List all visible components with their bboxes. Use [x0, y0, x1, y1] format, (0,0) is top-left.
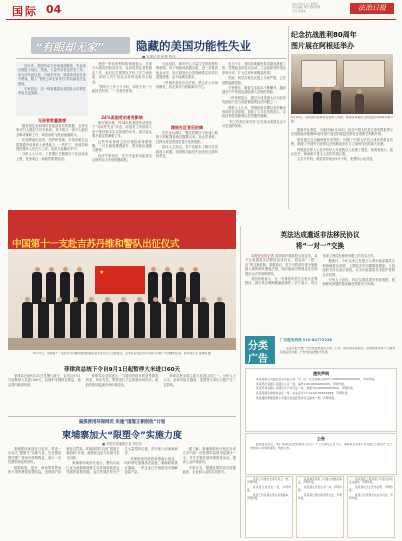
officer: [22, 302, 33, 338]
classified-intro: 法治日报分类广告刊登各类遗失声明、公告、债权债务等信息。请登报单位或个人携带有效证件办理，广告内容由登报方负责。: [280, 347, 395, 354]
notice-body: 某某有限公司遗失营业执照正本一份，统一社会信用代码91110000XXXXXXXXXX，声明作废。 某某科技有限公司遗失公章一枚，编号1101080XXXXXXX，声明作废。 某某贸易有限公司遗失开户许可证一份，核准号J1000XXXXXXXX，声明作废。 张某某遗失律师执业证一本，执业证号111012018XXXXXXX，声明作废。 某某餐饮管理有限公司遗失食品经营许可证副本一份，声明作废。: [256, 378, 377, 400]
photo-visitor: [331, 90, 341, 114]
lead-byline-text: 本报记者 张蕾 张伟: [146, 55, 176, 59]
right-story-photo: [291, 54, 393, 114]
right-story-title-2: 图片展在阿根廷举办: [291, 42, 354, 50]
officer: [70, 302, 81, 338]
right-story-body: 据新华社消息，当地时间8月28日，纪念中国人民抗日战争暨世界反法西斯战争胜利80周年图片展在阿根廷首都布宜诺斯艾利斯开幕。 展览通过百余幅珍贵历史图片，回顾了中国人民抗日战争的艰苦历程，展现了中国作为世界反法西斯战争东方主战场作出的重大贡献。 阿根廷各界人士及华侨华人代表数百人参观了展览。参观者表示，铭记历史、珍爱和平是全人类的共同心愿。 主办方介绍，展览将持续至9月中旬，免费向公众开放。: [291, 128, 393, 162]
lead-byline: ■ 本报记者 张蕾 张伟: [142, 55, 176, 59]
notice2-title: 公告: [317, 436, 325, 441]
bottom-title: 柬埔寨加大“限塑令”实施力度: [62, 431, 182, 441]
officer: [214, 302, 225, 338]
classified-hotline: [280, 338, 395, 346]
column-divider: [240, 226, 241, 538]
masthead-logo: [350, 3, 394, 14]
header-date: 2023年9月1日 星期五: [292, 3, 319, 6]
officer: [46, 272, 56, 304]
lead-rule: [16, 58, 286, 59]
lead-subhead-3: 精致社区背后的痛: [171, 125, 203, 130]
officer: [190, 272, 200, 304]
bottom-kicker: 鼠疫使用环保网页 实施“国道王朝创收”计划: [78, 420, 166, 425]
page-header: [6, 0, 396, 20]
lead-subhead-1: 无房者数量激增: [38, 118, 66, 123]
classified-label-bottom: 广告: [248, 354, 268, 365]
brief-body: 菲律宾总统8月31日签署行政令，宣布自9月1日起暂停大米进口60天，以保护本国稻农利益、稳定国内粮食价格。 菲律宾农业部表示，当前国内稻米收获季即将到来，库存充足，暂停进口不会影响市场供应。政府将密切监测市场价格变化。 菲律宾是全球主要大米进口国之一。分析人士认为，此举可能对越南、泰国等大米出口国产生一定影响。: [8, 374, 236, 387]
classified-notice-box: [245, 368, 397, 432]
classified-label: [245, 336, 275, 364]
hotline-title: 广告服务热线: [280, 338, 302, 342]
section-name: 国际: [12, 5, 38, 18]
officer: [198, 302, 209, 338]
classified-cell: 某某建筑工程有限公司遗失资质证书副本，声明作废。 某某遗失出生医学证明，声明作废。 某某门诊部遗失执业许可证，声明作废。: [347, 476, 395, 538]
officer: [86, 302, 97, 338]
lead-subhead-2: 24%美国劳动者受影响: [101, 115, 143, 120]
section-divider: [8, 416, 236, 417]
officer: [54, 302, 65, 338]
photo-panel: [301, 60, 337, 88]
bottom-byline: ■ 本报驻柬埔寨记者 李宏伟: [101, 442, 143, 446]
officer: [134, 302, 145, 338]
mid-story-byline: 本报驻伦敦记者: [251, 254, 274, 258]
classified-label-top: 分类: [248, 341, 268, 352]
brief-title: 菲律宾总统下令自9月1日起暂停大米进口60天: [63, 367, 181, 373]
banner-text: 中国第十一支赴吉苏丹维和警队出征仪式: [12, 239, 180, 250]
lead-col-2: 美国一家非营利机构调查显示，在部分大城市的收容所中，近四成居住者有固定工作。他们往往需要在多份工作之间奔波，但收入仍不足以支付押金和首月租金。 “我每天工作十个小时，却找不到一个能回去的家。”一名受访者说。: [92, 62, 152, 94]
bottom-body: 柬埔寨环境部近日宣布，将进一步加大“限塑令”实施力度，在全国范围内推广使用环保购物袋，减少一次性塑料制品的使用。 根据新规，超市、商场等零售场所不得免费提供塑料袋，违规商户将被处以罚款。环境部同时启动“国道王朝创收”计划，鼓励民众参与垃圾分类与回收。 柬埔寨环境部长表示，塑料污染已成为威胁柬埔寨生态环境和旅游业发展的重要问题。金边等城市每天产生大量塑料垃圾，部分流入河流和海洋。 环保组织对政府举措表示欢迎，同时呼吁加强执法监督，确保政策真正落地。一些企业已开始推出可降解包装产品。 据了解，柬埔寨政府计划在未来几年内将一次性塑料袋使用量减少一半，并在学校开展环保教育活动，提高公众环保意识。 专家认为，限塑政策的成功需要政府、企业和公众的共同努力。: [8, 447, 236, 475]
right-story-title-1: 纪念抗战胜利80周年: [291, 31, 357, 39]
column-divider: [288, 26, 289, 209]
officer: [38, 302, 49, 338]
right-story-caption: 8月28日，在阿根廷首都布宜诺斯艾利斯，参观者观看纪念抗战胜利80周年图片展。: [291, 116, 393, 123]
group-photo: [8, 210, 236, 350]
photo-visitor: [313, 92, 322, 114]
mid-story-title-2: 将“一对一”交换: [295, 242, 345, 250]
lead-kicker-text: “有眼却无家”: [35, 41, 105, 54]
lead-kicker: [31, 37, 130, 54]
lead-col-2b: 研究报告称，约24%的美国劳动者处于“功能性失业”状态，即虽有工作但收入低于维持基本生活所需的水平，或只能从事不稳定的兼职工作。 这些劳动者缺乏医疗保险和带薪休假，一旦生病或遭遇意外，很可能迅速陷入困境。 经济学家指出，官方失业率未能真实反映劳动力市场的脆弱性。: [92, 121, 152, 163]
header-proof: 校对 张海波: [292, 9, 306, 13]
masthead-text: 法治日报: [358, 4, 386, 12]
photo-floor: [8, 338, 236, 350]
officer: [182, 302, 193, 338]
mid-story-title: 英法达成遣返非法移民协议: [280, 231, 360, 239]
officer: [150, 302, 161, 338]
officer: [166, 302, 177, 338]
lead-col-1: 据美国住房和城市发展部发布的数据，全美无家可归人数创下历史新高。其中相当一部分人拥有全职或兼职工作，却因房租飞涨而流落街头。 在加利福尼亚州、纽约州等地，平均房租已远超普通劳动者收入承受能力。一些护工、快递员和餐饮服务人员白天工作，夜里只能睡在车中。 分析人士认为，工资增长长期滞后于住房成本上涨，是造成这一局面的重要原因。: [16, 124, 88, 161]
photo-visitor: [355, 94, 364, 114]
flag-star: ★: [99, 269, 105, 276]
notice2-body: 经股东会决议，本公司拟将注册资本由人民币一千万元减至五百万元。请债权人自本公告见报之日起四十五日内向本公司申报债权。特此公告。: [250, 443, 392, 450]
bottom-byline-text: 本报驻柬埔寨记者 李宏伟: [105, 442, 143, 446]
lead-col-3: 与此同时，城市中心大量住宅被投资机构收购，用于短租或高端出租，进一步推高租金水平。地方政府出台的保障性住房项目进展缓慢，远不能满足需求。 一些城市甚至出台法规，禁止在公共场所睡觉，将无家可归者驱离市中心。: [156, 62, 218, 90]
lead-col-3b: 在旧金山湾区，整洁的街区与高速公路桥下的帐篷营地仅隔数百米。社会学者称，这种反差是美国贫富分化的缩影。 批评人士指出，若不从根本上解决住房和收入问题，美国的功能性失业危机还将持续恶化。: [156, 131, 218, 159]
classified-cell: 某某物流有限公司遗失道路运输证，声明作废。 某某遗失学位证书一本，声明作废。 某某商行遗失税务登记证，声明作废。: [296, 476, 344, 538]
notice-title: 遗失声明: [313, 371, 329, 376]
classified-notice-box-2: [245, 433, 397, 475]
lead-col-4: 近几个月，美国多地爆发要求提高最低工资、控制租金的抗议活动。工会组织呼吁国会采取行动，扩大住房补贴覆盖范围。 然而，两党在相关议题上分歧严重，立法进程屡屡受阻。 专家警告，随着生活成本不断攀升，越来越多中产家庭也面临滑入贫困的风险。 一份民调显示，超过六成美国人认为住房负担能力是当前最紧迫的经济问题之一。 观察人士认为，美国政府长期以来依赖市场调节住房供给，忽视了公共住房的投入，导致结构性短缺难以在短期内缓解。 “有工作却无家可归”正在成为美国社会不可忽视的现象。: [222, 62, 286, 129]
header-meta: [292, 3, 348, 13]
mid-story-body: 本报驻伦敦记者 英国和法国政府日前宣布，双方已就遣返非法移民达成协议，将启动“一进一出”的交换机制。根据协议，英方可将部分乘小船偷渡入境的移民遣返法国，同时接收同等数量在法国提出合法申请的移民。 英国首相表示，这一安排将有效打击蛇头犯罪团伙，减少英吉利海峡偷渡事件。法方表示，协议体现了两国在移民问题上的务实合作。 据统计，今年以来已有数万人乘小船穿越英吉利海峡抵达英国，人数较去年同期明显增加。人权组织对协议表示担忧，认为可能损害寻求庇护者的合法权利。 分析人士指出，协议实施效果仍有待观察，欧洲移民问题的根本解决需要多方协调。: [245, 254, 395, 287]
header-editors: 责任编辑 刘利 美编 耿慧: [292, 6, 321, 10]
banner-caption: 8月31日，中国第十一支赴吉苏丹维和警察防暴队在出征仪式上合影留念。这支队伍将赴吉苏丹执行为期一年的维和任务。新华社记者 张晓辉 摄: [33, 352, 211, 355]
classified-grid: [245, 476, 395, 538]
officer: [102, 302, 113, 338]
lead-title: 隐藏的美国功能性失业: [136, 39, 251, 53]
photo-panel: [343, 60, 385, 88]
header-rule: [6, 19, 396, 20]
lead-intro: 近年来，美国劳动力市场表面繁荣，失业率长期处于低位。然而，大量劳动者虽然有工作，却无法负担住房，只能在车里、收容所或亲友家中栖身，陷入“有班上却无家可归”的功能性失业困境。 专家指出，这一现象暴露出美国社会结构性矛盾日益加深。: [16, 62, 88, 116]
page-number: 04: [46, 3, 62, 16]
hotline-number: 010-84772226: [302, 338, 332, 342]
officer: [118, 302, 129, 338]
classified-cell: 某某公司遗失发票专用章一枚，声明作废。 某某遗失身份证一张，声明作废。 某某工作室遗失营业执照副本，声明作废。: [245, 476, 293, 538]
